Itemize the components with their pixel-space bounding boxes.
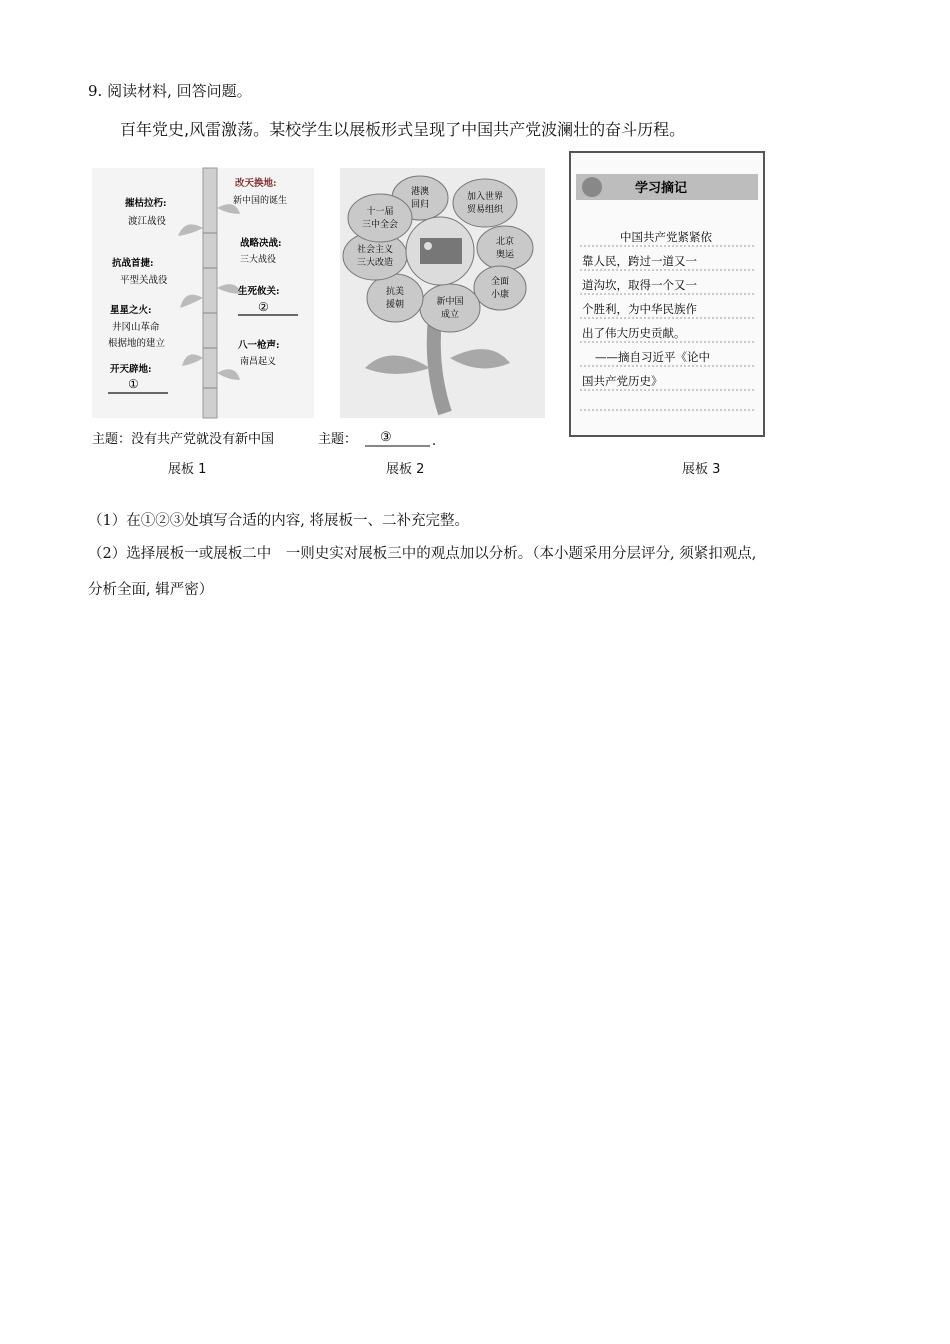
petal-7-l1: 社会主义: [356, 245, 394, 255]
petal-2-l1: 加入世界: [466, 192, 504, 202]
petal-8-l2: 三中全会: [361, 220, 399, 230]
board-2: [318, 168, 545, 449]
notebook-icon: [582, 177, 602, 197]
b1-left-title-4: 开天辟地:: [110, 364, 152, 375]
petal-3-l1: 北京: [495, 237, 515, 247]
board-1: [92, 168, 314, 447]
petal-2-l2: 贸易组织: [466, 205, 504, 215]
note-line-4: 个胜利，为中华民族作: [582, 302, 697, 316]
petal-3-l2: 奥运: [495, 250, 515, 260]
petal-8-l1: 十一届: [366, 207, 394, 217]
b1-left-sub-1: 渡江战役: [128, 216, 167, 227]
note-line-3: 道沟坎，取得一个又一: [582, 278, 697, 292]
b1-right-sub-1: 新中国的诞生: [233, 196, 288, 206]
b1-left-sub-3: 井冈山革命: [112, 322, 160, 333]
petal-5-l1: 新中国: [436, 297, 464, 307]
blank-2: ②: [258, 300, 269, 314]
petal-4-l1: 全面: [490, 277, 510, 287]
petal-6-l2: 援朝: [385, 300, 405, 310]
note-line-2: 靠人民，跨过一道又一: [582, 254, 697, 268]
display-boards-figure: [90, 148, 790, 483]
b1-right-title-3: 生死攸关:: [238, 286, 280, 297]
petal-5-l2: 成立: [440, 310, 460, 320]
subquestion-2-line-2: 分析全面, 辑严密）: [88, 582, 214, 598]
petal-7-l2: 三大改造: [356, 258, 394, 268]
petal-4-l2: 小康: [490, 290, 510, 300]
subquestion-1: （1）在①②③处填写合适的内容, 将展板一、二补充完整。: [88, 513, 469, 529]
caption-board-2: 展板 2: [386, 462, 425, 477]
petal-1-l1: 港澳: [410, 187, 430, 197]
party-flag-icon: [420, 238, 462, 264]
subquestion-2-line-1: （2）选择展板一或展板二中 一则史实对展板三中的观点加以分析。（本小题采用分层评分, 须紧扣观点,: [88, 546, 757, 562]
caption-board-3: 展板 3: [682, 462, 721, 477]
petal-1-l2: 回归: [410, 200, 430, 210]
b1-left-title-1: 摧枯拉朽:: [125, 198, 167, 209]
note-line-6: ——摘自习近平《论中: [595, 350, 710, 364]
b1-right-title-2: 战略决战:: [240, 238, 282, 249]
caption-board-1: 展板 1: [168, 462, 207, 477]
note-line-5: 出了伟大历史贡献。: [582, 326, 686, 340]
blank-3: ③: [380, 430, 392, 445]
board3-header: 学习摘记: [635, 181, 688, 196]
question-title: 9. 阅读材料, 回答问题。: [88, 82, 252, 100]
board2-theme-label: 主题：: [318, 432, 358, 447]
b1-right-title-4: 八一枪声:: [238, 340, 280, 351]
bamboo-stalk: [203, 168, 217, 418]
b1-left-sub-3b: 根据地的建立: [108, 338, 166, 349]
board-3: [570, 152, 764, 436]
b1-left-title-2: 抗战首捷:: [112, 258, 154, 269]
question-intro: 百年党史,风雷激荡。某校学生以展板形式呈现了中国共产党波澜壮的奋斗历程。: [120, 120, 686, 139]
board2-theme-end: .: [432, 434, 437, 449]
blank-1: ①: [128, 377, 139, 391]
note-line-1: 中国共产党紧紧依: [620, 230, 712, 244]
b1-right-title-1: 改天换地:: [235, 178, 277, 189]
board1-theme: 主题：没有共产党就没有新中国: [92, 432, 275, 447]
b1-right-sub-4: 南昌起义: [240, 357, 277, 367]
b1-left-sub-2: 平型关战役: [120, 275, 168, 286]
b1-left-title-3: 星星之火:: [110, 305, 152, 316]
b1-right-sub-2: 三大战役: [240, 255, 277, 265]
note-line-7: 国共产党历史》: [582, 374, 663, 388]
petal-6-l1: 抗美: [385, 287, 405, 297]
